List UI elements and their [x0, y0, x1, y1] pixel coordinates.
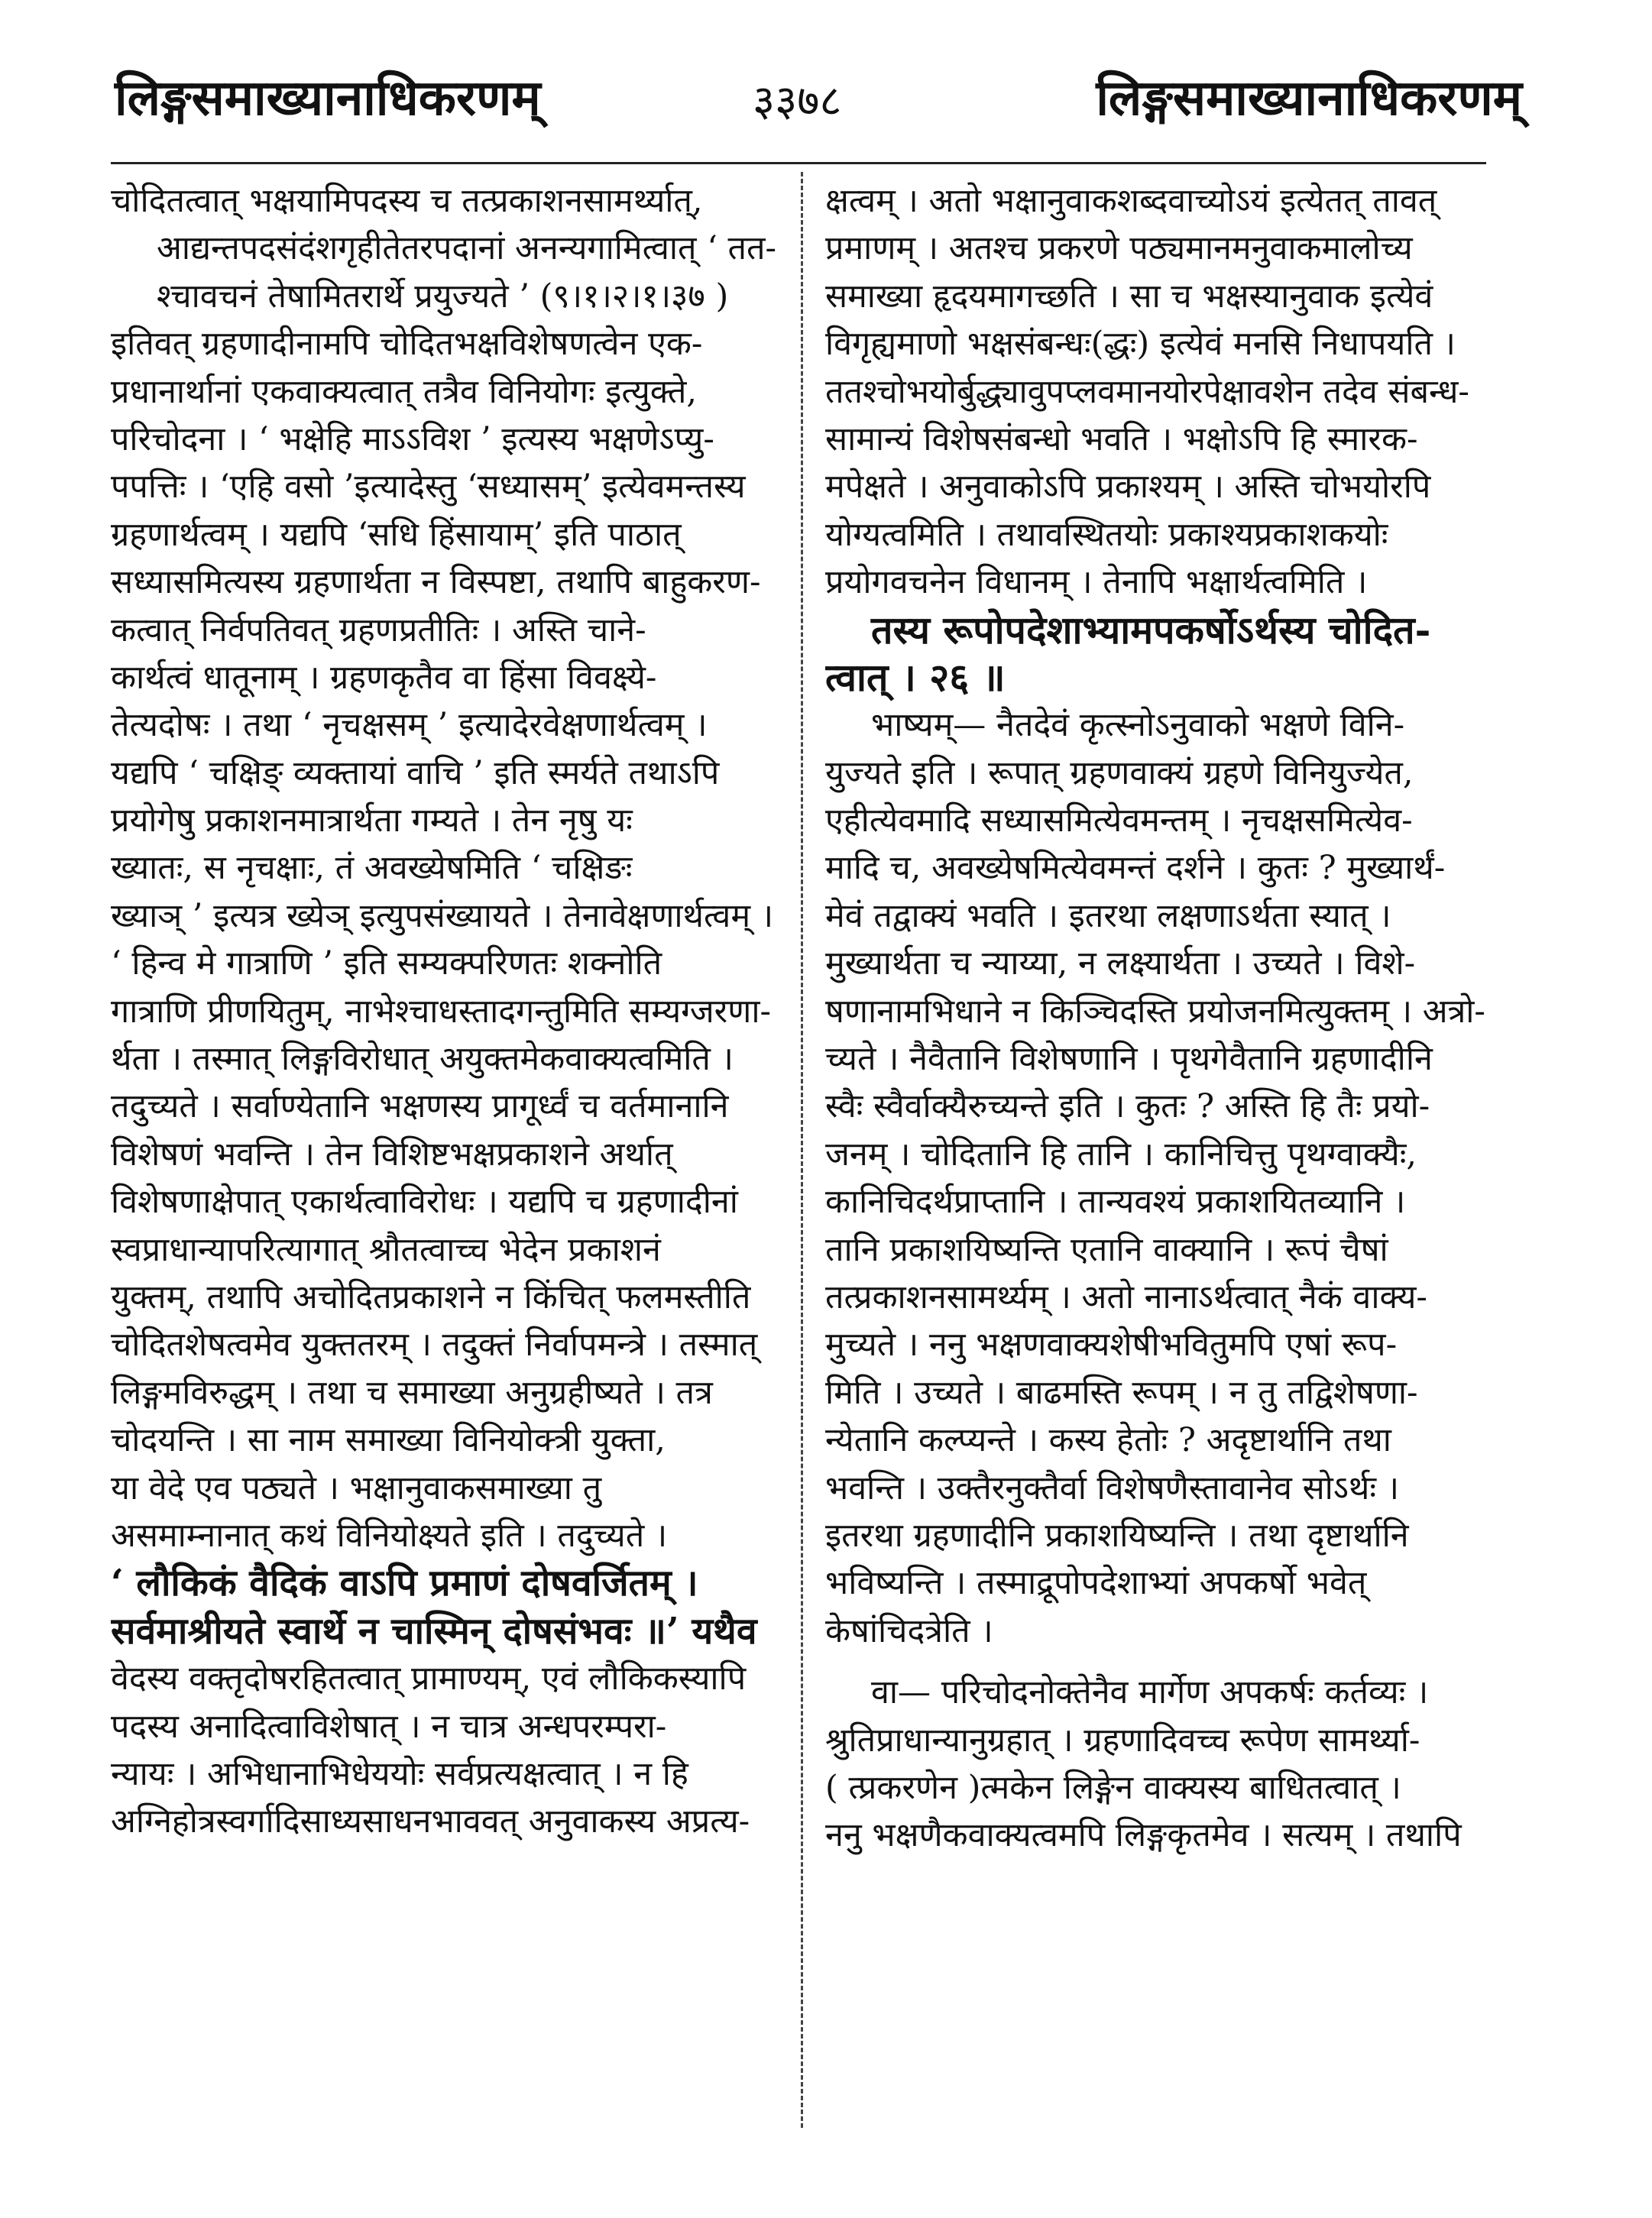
text-line: कानिचिदर्थप्राप्तानि । तान्यवश्यं प्रकाशयितव्यानि । [825, 1183, 1406, 1222]
text-line: प्रयोगवचनेन विधानम् । तेनापि भक्षार्थत्वमिति । [825, 563, 1368, 602]
text-line: इतिवत् ग्रहणादीनामपि चोदितभक्षविशेषणत्वेन एक- [111, 325, 703, 364]
text-line: कत्वात् निर्वपतिवत् ग्रहणप्रतीतिः । अस्ति चाने- [111, 610, 646, 649]
text-line: चोदितत्वात् भक्षयामिपदस्य च तत्प्रकाशनसामर्थ्यात्, [111, 182, 703, 220]
text-line: मुच्यते । ननु भक्षणवाक्यशेषीभवितुमपि एषां रूप- [825, 1326, 1398, 1365]
text-line: प्रयोगेषु प्रकाशनमात्रार्थता गम्यते । तेन नृषु यः [111, 801, 633, 840]
text-line: षणानामभिधाने न किञ्चिदस्ति प्रयोजनमित्युक्तम् । अत्रो- [825, 992, 1485, 1031]
text-line: तेत्यदोषः । तथा ‘ नृचक्षसम् ’ इत्यादेरवेक्षणार्थत्वम् । [111, 706, 708, 745]
text-line: विगृह्यमाणो भक्षसंबन्धः(द्धः) इत्येवं मनसि निधापयति । [825, 325, 1456, 364]
text-line: क्षत्वम् । अतो भक्षानुवाकशब्दवाच्योऽयं इत्येतत् तावत् [825, 182, 1437, 220]
text-line: यद्यपि ‘ चक्षिङ् व्यक्तायां वाचि ’ इति स्मर्यते तथाऽपि [111, 753, 720, 792]
running-title-left: लिङ्गसमाख्यानाधिकरणम् [115, 70, 541, 127]
text-line: ( त्प्रकरणेन )त्मकेन लिङ्गेन वाक्यस्य बाधितत्वात् । [825, 1768, 1401, 1807]
text-line: असमाम्नानात् कथं विनियोक्ष्यते इति । तदुच्यते । [111, 1516, 668, 1555]
text-line: स्वप्राधान्यापरित्यागात् श्रौतत्वाच्च भेदेन प्रकाशनं [111, 1230, 661, 1269]
text-line: केषांचिदत्रेति । [825, 1611, 993, 1650]
text-line: वेदस्य वक्तृदोषरहितत्वात् प्रामाण्यम्, एवं लौकिकस्यापि [111, 1659, 747, 1698]
text-line: ननु भक्षणैकवाक्यत्वमपि लिङ्गकृतमेव । सत्यम् । तथापि [825, 1816, 1462, 1855]
text-line: प्रमाणम् । अतश्च प्रकरणे पठ्यमानमनुवाकमालोच्य [825, 229, 1413, 268]
text-line: कार्थत्वं धातूनाम् । ग्रहणकृतैव वा हिंसा विवक्ष्ये- [111, 658, 657, 697]
right-column [825, 177, 1490, 2133]
text-line: च्यते । नैवैतानि विशेषणानि । पृथगेवैतानि ग्रहणादीनि [825, 1040, 1433, 1079]
text-line: चोदितशेषत्वमेव युक्ततरम् । तदुक्तं निर्वापमन्त्रे । तस्मात् [111, 1326, 758, 1365]
text-line: भविष्यन्ति । तस्माद्रूपोपदेशाभ्यां अपकर्षो भवेत् [825, 1564, 1367, 1603]
text-line: ‘ हिन्व मे गात्राणि ’ इति सम्यक्परिणतः शक्नोति [111, 944, 662, 983]
text-line: श्चावचनं तेषामितरार्थे प्रयुज्यते ’ (९।१।२।१।३७ ) [157, 277, 729, 316]
left-column [111, 177, 779, 2133]
text-line: न्यायः । अभिधानाभिधेययोः सर्वप्रत्यक्षत्वात् । न हि [111, 1754, 688, 1793]
text-line: आद्यन्तपदसंदंशगृहीतेतरपदानां अनन्यगामित्वात् ‘ तत- [157, 229, 777, 268]
text-line: विशेषणं भवन्ति । तेन विशिष्टभक्षप्रकाशने अर्थात् [111, 1135, 673, 1174]
text-line: ततश्चोभयोर्बुद्ध्यावुपप्लवमानयोरपेक्षावशेन तदेव संबन्ध- [825, 372, 1469, 411]
text-line: युक्तम्, तथापि अचोदितप्रकाशने न किंचित् फलमस्तीति [111, 1277, 751, 1316]
verse-line: सर्वमाश्रीयते स्वार्थे न चास्मिन् दोषसंभवः ॥’ यथैव [111, 1609, 757, 1653]
text-line: र्थता । तस्मात् लिङ्गविरोधात् अयुक्तमेकवाक्यत्वमिति । [111, 1040, 734, 1079]
sutra-heading: तस्य रूपोपदेशाभ्यामपकर्षोऽर्थस्य चोदित- [871, 607, 1431, 652]
text-line: सध्यासमित्यस्य ग्रहणार्थता न विस्पष्टा, तथापि बाहुकरण- [111, 563, 761, 602]
text-line: पपत्तिः । ‘एहि वसो ’इत्यादेस्तु ‘सध्यासम्’ इत्येवमन्तस्य [111, 468, 746, 507]
text-line: ख्यातः, स नृचक्षाः, तं अवख्येषमिति ‘ चक्षिङः [111, 849, 633, 888]
text-line: एहीत्येवमादि सध्यासमित्येवमन्तम् । नृचक्षसमित्येव- [825, 801, 1413, 840]
text-line: अग्निहोत्रस्वर्गादिसाध्यसाधनभाववत् अनुवाकस्य अप्रत्य- [111, 1802, 750, 1841]
text-line: मिति । उच्यते । बाढमस्ति रूपम् । न तु तद्विशेषणा- [825, 1373, 1418, 1412]
text-line: इतरथा ग्रहणादीनि प्रकाशयिष्यन्ति । तथा दृष्टार्थानि [825, 1516, 1409, 1555]
text-line: स्वैः स्वैर्वाक्यैरुच्यन्ते इति । कुतः ? अस्ति हि तैः प्रयो- [825, 1087, 1430, 1126]
header-rule [111, 162, 1486, 164]
text-line: सामान्यं विशेषसंबन्धो भवति । भक्षोऽपि हि स्मारक- [825, 419, 1418, 458]
text-line: परिचोदना । ‘ भक्षेहि माऽऽविश ’ इत्यस्य भक्षणेऽप्यु- [111, 419, 714, 458]
column-divider [801, 172, 803, 2128]
text-line: तदुच्यते । सर्वाण्येतानि भक्षणस्य प्रागूर्ध्वं च वर्तमानानि [111, 1087, 729, 1126]
bhashya-line: भाष्यम्— नैतदेवं कृत्स्नोऽनुवाको भक्षणे विनि- [871, 706, 1405, 745]
text-line: श्रुतिप्राधान्यानुग्रहात् । ग्रहणादिवच्च रूपेण सामर्थ्या- [825, 1721, 1420, 1760]
text-line: गात्राणि प्रीणयितुम्, नाभेश्चाधस्तादगन्तुमिति सम्यग्जरणा- [111, 992, 772, 1031]
page-number: ३३७८ [753, 76, 842, 126]
text-line: तत्प्रकाशनसामर्थ्यम् । अतो नानाऽर्थत्वात् नैकं वाक्य- [825, 1277, 1427, 1316]
text-line: या वेदे एव पठ्यते । भक्षानुवाकसमाख्या तु [111, 1468, 602, 1507]
text-line: मपेक्षते । अनुवाकोऽपि प्रकाश्यम् । अस्ति चोभयोरपि [825, 468, 1431, 507]
text-line: ख्याञ् ’ इत्यत्र ख्येञ् इत्युपसंख्यायते । तेनावेक्षणार्थत्वम् । [111, 896, 774, 935]
text-line: प्रधानार्थानां एकवाक्यत्वात् तत्रैव विनियोगः इत्युक्ते, [111, 372, 698, 411]
running-title-right: लिङ्गसमाख्यानाधिकरणम् [1096, 70, 1522, 127]
text-line: भवन्ति । उक्तैरनुक्तैर्वा विशेषणैस्तावानेव सोऽर्थः । [825, 1468, 1400, 1507]
text-line: न्येतानि कल्प्यन्ते । कस्य हेतोः ? अदृष्टार्थानि तथा [825, 1421, 1391, 1460]
paragraph-gap [825, 1655, 1490, 1669]
text-line: समाख्या हृदयमागच्छति । सा च भक्षस्यानुवाक इत्येवं [825, 277, 1433, 316]
text-line: पदस्य अनादित्वाविशेषात् । न चात्र अन्धपरम्परा- [111, 1707, 667, 1746]
text-line: विशेषणाक्षेपात् एकार्थत्वाविरोधः । यद्यपि च ग्रहणादीनां [111, 1183, 738, 1222]
text-line: लिङ्गमविरुद्धम् । तथा च समाख्या अनुग्रहीष्यते । तत्र [111, 1373, 713, 1412]
text-line: मादि च, अवख्येषमित्येवमन्तं दर्शने । कुतः ? मुख्यार्थं- [825, 849, 1446, 888]
text-line: ग्रहणार्थत्वम् । यद्यपि ‘सधि हिंसायाम्’ इति पाठात् [111, 515, 682, 554]
text-line: चोदयन्ति । सा नाम समाख्या विनियोक्त्री युक्ता, [111, 1421, 666, 1460]
text-line: योग्यत्वमिति । तथावस्थितयोः प्रकाश्यप्रकाशकयोः [825, 515, 1388, 554]
text-line: मुख्यार्थता च न्याय्या, न लक्ष्यार्थता । उच्यते । विशे- [825, 944, 1416, 983]
vartika-line: वा— परिचोदनोक्तेनैव मार्गेण अपकर्षः कर्तव्यः । [871, 1673, 1429, 1712]
text-line: युज्यते इति । रूपात् ग्रहणवाक्यं ग्रहणे विनियुज्येत, [825, 753, 1414, 792]
page-header [0, 0, 1652, 160]
text-line: तानि प्रकाशयिष्यन्ति एतानि वाक्यानि । रूपं चैषां [825, 1230, 1388, 1269]
text-line: जनम् । चोदितानि हि तानि । कानिचित्तु पृथग्वाक्यैः, [825, 1135, 1417, 1174]
text-line: मेवं तद्वाक्यं भवति । इतरथा लक्षणाऽर्थता स्यात् । [825, 896, 1391, 935]
sutra-heading: त्वात् । २६ ॥ [825, 654, 1006, 700]
verse-line: ‘ लौकिकं वैदिकं वाऽपि प्रमाणं दोषवर्जितम् । [111, 1562, 698, 1605]
